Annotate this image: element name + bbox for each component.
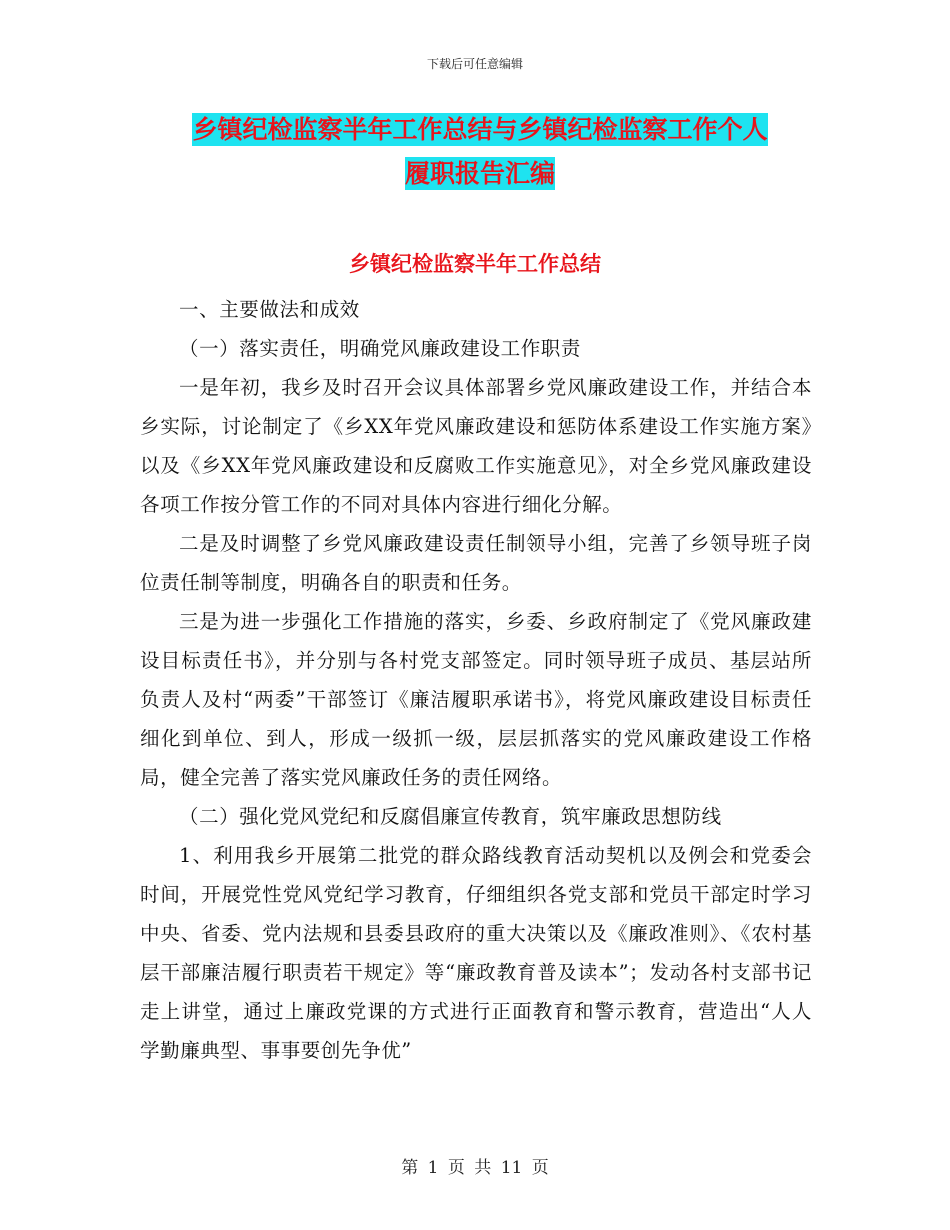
page-footer: 第 1 页 共 11 页 — [401, 1158, 549, 1178]
subheading-education: （二）强化党风党纪和反腐倡廉宣传教育，筑牢廉政思想防线 — [179, 805, 722, 828]
paragraph: 1、利用我乡开展第二批党的群众路线教育活动契机以及例会和党委会时间，开展党性党风党纪学习教育，仔细组织各党支部和党员干部定时学习中央、省委、党内法规和县委县政府的重大决策以及《廉政准则》、《农村基层干部廉洁履行职责若干规定》等“廉政教育普及读本”；发动各村支部书记走上讲堂，通过上廉政党课的方式进行正面教育和警示教育，营造出“人人学勤廉典型、事事要创先争优” — [140, 844, 812, 1062]
section-title: 乡镇纪检监察半年工作总结 — [349, 252, 601, 276]
paragraph: 二是及时调整了乡党风廉政建设责任制领导小组，完善了乡领导班子岗位责任制等制度，明确各自的职责和任务。 — [140, 532, 812, 594]
subheading-responsibility: （一）落实责任，明确党风廉政建设工作职责 — [179, 337, 582, 360]
document-title-line-2: 履职报告汇编 — [404, 159, 555, 188]
header-note: 下载后可任意编辑 — [426, 57, 523, 71]
paragraph: 三是为进一步强化工作措施的落实，乡委、乡政府制定了《党风廉政建设目标责任书》，并分别与各村党支部签定。同时领导班子成员、基层站所负责人及村“两委”干部签订《廉洁履职承诺书》，将党风廉政建设目标责任细化到单位、到人，形成一级抓一级，层层抓落实的党风廉政建设工作格局，健全完善了落实党风廉政任务的责任网络。 — [140, 610, 812, 789]
document-title-line-1: 乡镇纪检监察半年工作总结与乡镇纪检监察工作个人 — [192, 115, 768, 144]
heading-main-practices: 一、主要做法和成效 — [179, 298, 360, 321]
document-body — [140, 290, 812, 1070]
document-title — [140, 108, 820, 196]
paragraph: 一是年初，我乡及时召开会议具体部署乡党风廉政建设工作，并结合本乡实际，讨论制定了《乡XX年党风廉政建设和惩防体系建设工作实施方案》以及《乡XX年党风廉政建设和反腐败工作实施意见》，对全乡党风廉政建设各项工作按分管工作的不同对具体内容进行细化分解。 — [140, 376, 812, 516]
